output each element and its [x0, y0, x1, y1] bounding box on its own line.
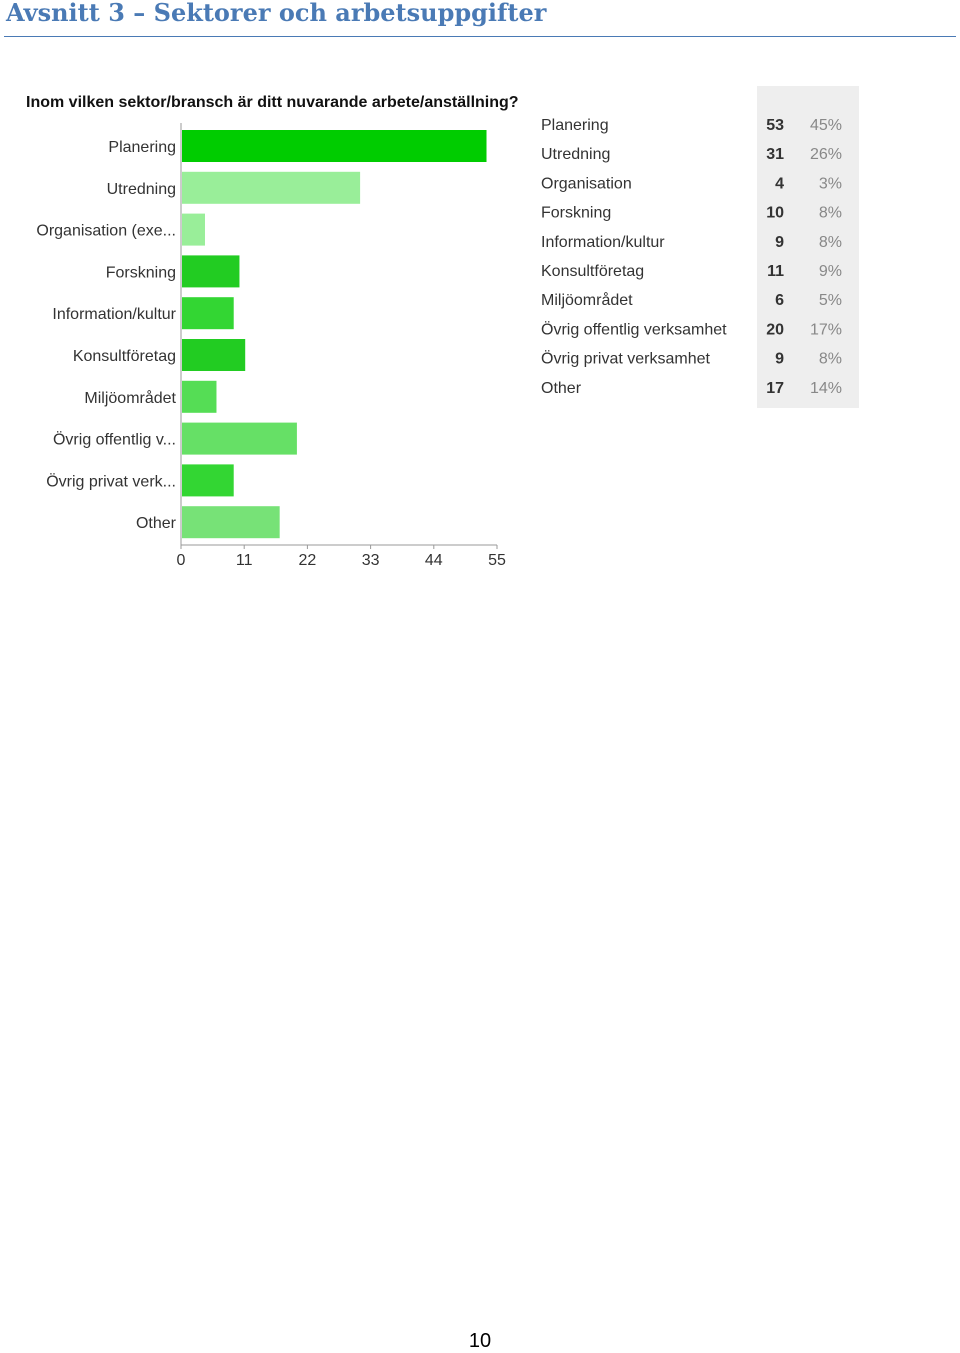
chart-title: Inom vilken sektor/bransch är ditt nuvarande arbete/anställning?	[26, 94, 519, 111]
legend-percent: 17%	[809, 321, 842, 339]
bar-4	[182, 297, 234, 329]
legend-number-panel	[757, 86, 859, 408]
legend-label: Utredning	[541, 146, 611, 164]
bar-3	[182, 255, 239, 287]
category-label: Utredning	[106, 180, 176, 198]
bar-7	[182, 423, 297, 455]
bar-0	[182, 130, 487, 162]
legend-count: 17	[766, 379, 784, 397]
legend-percent: 9%	[818, 263, 842, 280]
x-tick-label: 33	[361, 552, 380, 569]
category-label: Information/kultur	[52, 306, 176, 324]
bar-5	[182, 339, 245, 371]
category-label: Forskning	[105, 264, 176, 282]
bar-2	[182, 214, 205, 246]
page-number: 10	[468, 1330, 492, 1352]
legend-count: 11	[767, 263, 784, 280]
x-tick-label: 22	[298, 552, 317, 569]
legend-count: 53	[766, 117, 784, 134]
x-tick-label: 0	[176, 552, 186, 569]
category-label: Organisation (exe...	[36, 222, 176, 240]
bar-6	[182, 381, 216, 413]
legend-percent: 14%	[809, 379, 842, 397]
x-tick-label: 55	[488, 552, 506, 569]
section-heading: Avsnitt 3 – Sektorer och arbetsuppgifter	[6, 0, 547, 27]
legend-count: 10	[766, 204, 784, 222]
heading-rule	[4, 36, 956, 37]
legend-label: Information/kultur	[541, 233, 665, 251]
legend-count: 20	[766, 321, 784, 339]
category-label: Miljöområdet	[84, 389, 176, 407]
legend-percent: 26%	[809, 146, 842, 164]
bar-8	[182, 464, 234, 496]
legend-percent: 45%	[809, 117, 842, 134]
legend-label: Övrig offentlig verksamhet	[541, 321, 727, 339]
legend-percent: 8%	[818, 204, 842, 222]
legend-label: Planering	[541, 117, 609, 134]
x-tick-label: 44	[424, 552, 443, 569]
legend-count: 4	[775, 175, 784, 193]
category-label: Konsultföretag	[72, 348, 176, 365]
legend-count: 9	[775, 350, 784, 368]
legend-label: Organisation	[541, 175, 632, 193]
legend-count: 9	[775, 233, 784, 251]
legend-label: Konsultföretag	[541, 263, 645, 280]
bar-9	[182, 506, 280, 538]
legend-label: Övrig privat verksamhet	[541, 350, 710, 368]
legend-count: 6	[775, 292, 784, 310]
category-label: Övrig offentlig v...	[52, 431, 176, 449]
legend-label: Other	[541, 379, 582, 397]
sector-bar-chart	[0, 80, 900, 580]
legend-percent: 3%	[818, 175, 842, 193]
legend-count: 31	[766, 146, 784, 164]
legend-percent: 8%	[818, 233, 842, 251]
x-tick-label: 11	[235, 552, 253, 569]
category-label: Övrig privat verk...	[46, 473, 176, 491]
category-label: Planering	[108, 139, 176, 156]
legend-percent: 5%	[818, 292, 842, 310]
category-label: Other	[135, 515, 176, 533]
legend-label: Miljöområdet	[541, 292, 633, 310]
legend-percent: 8%	[818, 350, 842, 368]
bar-1	[182, 172, 360, 204]
legend-label: Forskning	[541, 204, 612, 222]
